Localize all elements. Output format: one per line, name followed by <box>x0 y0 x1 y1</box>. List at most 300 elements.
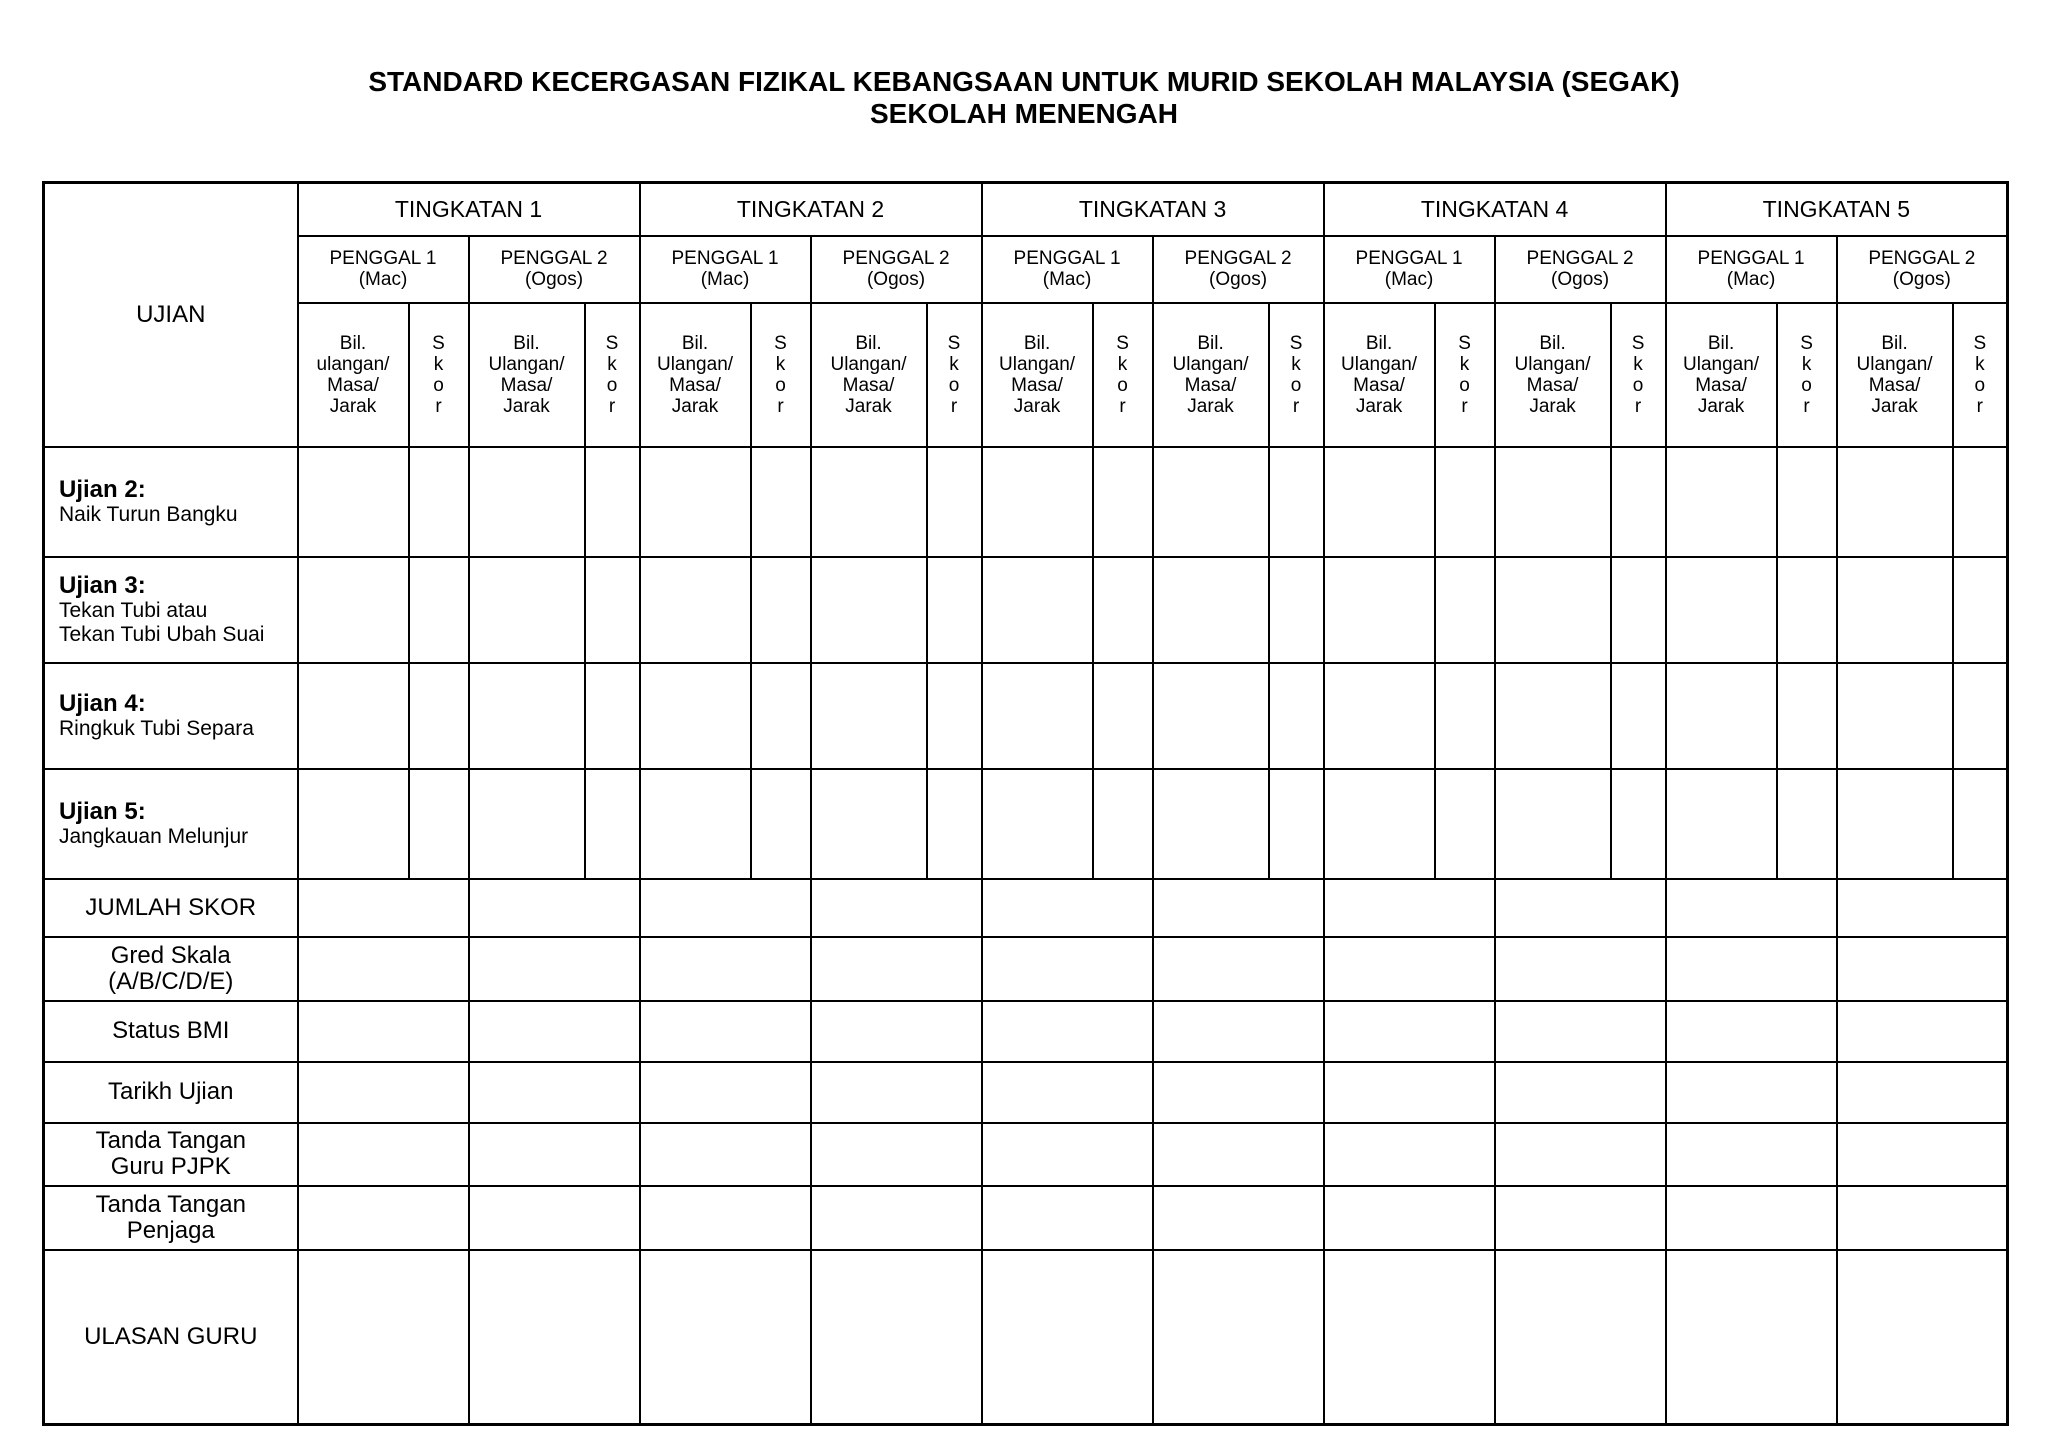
summary-entry-cell[interactable] <box>811 1186 982 1250</box>
bil-entry-cell[interactable] <box>1837 557 1953 663</box>
bil-entry-cell[interactable] <box>469 447 585 557</box>
skor-letter: o <box>775 374 786 396</box>
penggal-name: PENGGAL 2 <box>1868 248 1976 269</box>
skor-entry-cell[interactable] <box>927 557 982 663</box>
test-label <box>44 769 298 879</box>
ulasan-entry-cell[interactable] <box>1666 1250 1837 1425</box>
bil-entry-cell[interactable] <box>1153 663 1269 769</box>
ulasan-guru-label: ULASAN GURU <box>44 1250 298 1425</box>
skor-letter: r <box>777 395 784 417</box>
tingkatan-1-header: TINGKATAN 1 <box>298 183 640 236</box>
skor-entry-cell[interactable] <box>1611 663 1666 769</box>
bil-entry-cell[interactable] <box>640 447 751 557</box>
bil-entry-cell[interactable] <box>1153 557 1269 663</box>
tingkatan-1-penggal-2-header <box>469 236 640 303</box>
skor-entry-cell[interactable] <box>1435 557 1495 663</box>
summary-entry-cell[interactable] <box>1324 1062 1495 1123</box>
summary-label-line: Status BMI <box>112 1017 230 1044</box>
bil-entry-cell[interactable] <box>982 557 1093 663</box>
summary-entry-cell[interactable] <box>298 937 469 1001</box>
bil-line: Masa/ <box>1184 374 1237 396</box>
summary-entry-cell[interactable] <box>1153 937 1324 1001</box>
skor-entry-cell[interactable] <box>1435 447 1495 557</box>
bil-line: Masa/ <box>1011 374 1063 396</box>
test-name: Ujian 3: <box>59 571 146 599</box>
skor-entry-cell[interactable] <box>751 557 811 663</box>
skor-entry-cell[interactable] <box>927 769 982 879</box>
tingkatan-4-header: TINGKATAN 4 <box>1324 183 1666 236</box>
test-row <box>44 769 2008 879</box>
ulasan-entry-cell[interactable] <box>1837 1250 2008 1425</box>
test-name: Ujian 2: <box>59 475 146 503</box>
bil-line: Ulangan/ <box>488 353 565 375</box>
tingkatan-4-penggal-2-header <box>1495 236 1666 303</box>
ulasan-entry-cell[interactable] <box>1324 1250 1495 1425</box>
test-desc: Tekan Tubi Ubah Suai <box>59 622 265 646</box>
tingkatan-2-header: TINGKATAN 2 <box>640 183 982 236</box>
bil-line: Masa/ <box>1526 374 1579 396</box>
penggal-name: PENGGAL 2 <box>1526 248 1634 269</box>
skor-header <box>409 303 469 447</box>
penggal-name: PENGGAL 2 <box>500 248 608 269</box>
summary-entry-cell[interactable] <box>811 879 982 937</box>
tingkatan-5-penggal-1-header <box>1666 236 1837 303</box>
bil-entry-cell[interactable] <box>1495 557 1611 663</box>
summary-entry-cell[interactable] <box>982 1123 1153 1186</box>
skor-entry-cell[interactable] <box>927 447 982 557</box>
skor-entry-cell[interactable] <box>751 769 811 879</box>
penggal-month: (Mac) <box>700 269 750 290</box>
bil-line: Bil. <box>1023 332 1051 354</box>
summary-entry-cell[interactable] <box>298 1186 469 1250</box>
penggal-month: (Ogos) <box>1209 269 1268 290</box>
bil-entry-cell[interactable] <box>1324 447 1435 557</box>
summary-entry-cell[interactable] <box>1495 937 1666 1001</box>
summary-label <box>44 1123 298 1186</box>
skor-letter: o <box>1459 374 1470 396</box>
skor-header <box>1611 303 1666 447</box>
summary-entry-cell[interactable] <box>982 1186 1153 1250</box>
bil-line: Jarak <box>1355 395 1403 417</box>
bil-line: Ulangan/ <box>830 353 907 375</box>
summary-entry-cell[interactable] <box>1837 1186 2008 1250</box>
summary-entry-cell[interactable] <box>469 1123 640 1186</box>
skor-letter: k <box>607 353 617 375</box>
skor-letter: r <box>1461 395 1468 417</box>
skor-letter: S <box>1800 332 1813 354</box>
test-label <box>44 663 298 769</box>
skor-letter: r <box>1634 395 1642 417</box>
summary-entry-cell[interactable] <box>811 1123 982 1186</box>
bil-entry-cell[interactable] <box>1495 447 1611 557</box>
bil-line: Masa/ <box>1868 374 1921 396</box>
tingkatan-4-penggal-1-header <box>1324 236 1495 303</box>
bil-entry-cell[interactable] <box>469 663 585 769</box>
skor-letter: r <box>1976 395 1983 417</box>
tingkatan-5-penggal-2-header <box>1837 236 2008 303</box>
skor-header <box>927 303 982 447</box>
summary-entry-cell[interactable] <box>1666 1186 1837 1250</box>
skor-letter: k <box>1459 353 1470 375</box>
summary-entry-cell[interactable] <box>1495 1001 1666 1062</box>
penggal-name: PENGGAL 2 <box>1184 248 1292 269</box>
skor-entry-cell[interactable] <box>585 557 640 663</box>
bil-line: Ulangan/ <box>999 353 1076 375</box>
summary-entry-cell[interactable] <box>298 1062 469 1123</box>
skor-entry-cell[interactable] <box>1777 557 1837 663</box>
penggal-month: (Ogos) <box>524 269 584 290</box>
summary-entry-cell[interactable] <box>1666 937 1837 1001</box>
bil-entry-cell[interactable] <box>1666 769 1777 879</box>
skor-header <box>1435 303 1495 447</box>
skor-letter: k <box>775 353 786 375</box>
penggal-name: PENGGAL 1 <box>1013 248 1121 269</box>
summary-label <box>44 1186 298 1250</box>
skor-letter: r <box>1292 395 1300 417</box>
summary-entry-cell[interactable] <box>1666 879 1837 937</box>
skor-header <box>751 303 811 447</box>
summary-entry-cell[interactable] <box>811 1062 982 1123</box>
penggal-name: PENGGAL 1 <box>1355 248 1463 269</box>
skor-entry-cell[interactable] <box>1777 769 1837 879</box>
skor-header <box>1269 303 1324 447</box>
ulasan-entry-cell[interactable] <box>469 1250 640 1425</box>
penggal-month: (Mac) <box>1726 269 1776 290</box>
penggal-month: (Mac) <box>1384 269 1434 290</box>
skor-letter: k <box>1117 353 1128 375</box>
skor-entry-cell[interactable] <box>1093 447 1153 557</box>
summary-label <box>44 1001 298 1062</box>
ulasan-entry-cell[interactable] <box>1153 1250 1324 1425</box>
bil-entry-cell[interactable] <box>811 769 927 879</box>
segak-record-table <box>42 181 2009 1426</box>
bil-line: Jarak <box>845 395 892 417</box>
summary-entry-cell[interactable] <box>1666 1001 1837 1062</box>
bil-entry-cell[interactable] <box>1495 769 1611 879</box>
test-row <box>44 447 2008 557</box>
bil-line: Bil. <box>855 332 882 354</box>
skor-entry-cell[interactable] <box>1953 769 2008 879</box>
bil-line: Ulangan/ <box>1172 353 1249 375</box>
bil-ulangan-header <box>1495 303 1611 447</box>
skor-letter: k <box>1975 353 1985 375</box>
summary-label-line: Gred Skala <box>110 941 231 969</box>
summary-label-line: (A/B/C/D/E) <box>108 967 234 995</box>
skor-entry-cell[interactable] <box>1269 447 1324 557</box>
title-line-2: SEKOLAH MENENGAH <box>869 98 1178 129</box>
summary-entry-cell[interactable] <box>1324 1186 1495 1250</box>
bil-ulangan-header <box>298 303 409 447</box>
skor-letter: S <box>774 332 787 354</box>
summary-entry-cell[interactable] <box>469 937 640 1001</box>
skor-entry-cell[interactable] <box>1093 557 1153 663</box>
bil-line: Jarak <box>671 395 719 417</box>
bil-entry-cell[interactable] <box>1153 769 1269 879</box>
summary-entry-cell[interactable] <box>1324 879 1495 937</box>
test-label <box>44 447 298 557</box>
skor-letter: S <box>1458 332 1471 354</box>
bil-entry-cell[interactable] <box>811 557 927 663</box>
summary-row <box>44 937 2008 1001</box>
bil-entry-cell[interactable] <box>811 447 927 557</box>
summary-entry-cell[interactable] <box>640 937 811 1001</box>
skor-letter: k <box>1291 353 1301 375</box>
skor-letter: r <box>608 395 616 417</box>
summary-entry-cell[interactable] <box>640 1186 811 1250</box>
bil-entry-cell[interactable] <box>640 663 751 769</box>
ulasan-entry-cell[interactable] <box>811 1250 982 1425</box>
summary-entry-cell[interactable] <box>1153 1123 1324 1186</box>
skor-letter: k <box>1801 353 1812 375</box>
penggal-month: (Mac) <box>358 269 408 290</box>
skor-entry-cell[interactable] <box>585 769 640 879</box>
bil-ulangan-header <box>1324 303 1435 447</box>
skor-letter: S <box>1116 332 1129 354</box>
bil-entry-cell[interactable] <box>1324 557 1435 663</box>
summary-row <box>44 879 2008 937</box>
summary-label-line: JUMLAH SKOR <box>85 893 257 921</box>
test-name: Ujian 5: <box>59 797 146 825</box>
bil-entry-cell[interactable] <box>982 447 1093 557</box>
skor-letter: r <box>1803 395 1810 417</box>
bil-line: Ulangan/ <box>1856 353 1933 375</box>
ulasan-entry-cell[interactable] <box>982 1250 1153 1425</box>
bil-line: Ulangan/ <box>656 353 734 375</box>
summary-entry-cell[interactable] <box>298 879 469 937</box>
bil-ulangan-header <box>1666 303 1777 447</box>
bil-entry-cell[interactable] <box>469 557 585 663</box>
skor-entry-cell[interactable] <box>1269 663 1324 769</box>
summary-entry-cell[interactable] <box>640 879 811 937</box>
summary-entry-cell[interactable] <box>469 879 640 937</box>
skor-entry-cell[interactable] <box>1269 557 1324 663</box>
bil-entry-cell[interactable] <box>1324 769 1435 879</box>
summary-entry-cell[interactable] <box>1495 1186 1666 1250</box>
skor-letter: o <box>1290 374 1302 396</box>
test-name: Ujian 4: <box>59 689 146 717</box>
skor-entry-cell[interactable] <box>585 663 640 769</box>
bil-entry-cell[interactable] <box>1837 769 1953 879</box>
summary-entry-cell[interactable] <box>640 1123 811 1186</box>
summary-entry-cell[interactable] <box>469 1001 640 1062</box>
skor-entry-cell[interactable] <box>1611 447 1666 557</box>
summary-row <box>44 1186 2008 1250</box>
summary-entry-cell[interactable] <box>1837 1062 2008 1123</box>
skor-entry-cell[interactable] <box>1953 447 2008 557</box>
summary-entry-cell[interactable] <box>1495 1123 1666 1186</box>
skor-header <box>1953 303 2008 447</box>
bil-entry-cell[interactable] <box>982 663 1093 769</box>
summary-label-line: Guru PJPK <box>110 1153 231 1180</box>
penggal-name: PENGGAL 2 <box>842 248 950 269</box>
skor-letter: o <box>948 374 960 396</box>
summary-entry-cell[interactable] <box>1837 937 2008 1001</box>
bil-entry-cell[interactable] <box>982 769 1093 879</box>
bil-entry-cell[interactable] <box>1666 663 1777 769</box>
summary-label-line: Penjaga <box>126 1216 215 1244</box>
bil-entry-cell[interactable] <box>298 447 409 557</box>
summary-entry-cell[interactable] <box>1153 879 1324 937</box>
summary-entry-cell[interactable] <box>1666 1123 1837 1186</box>
summary-entry-cell[interactable] <box>1495 879 1666 937</box>
ulasan-row <box>44 1250 2008 1425</box>
summary-entry-cell[interactable] <box>982 879 1153 937</box>
penggal-month: (Ogos) <box>866 269 926 290</box>
bil-entry-cell[interactable] <box>1153 447 1269 557</box>
page-title <box>0 66 2048 130</box>
bil-ulangan-header <box>640 303 751 447</box>
summary-entry-cell[interactable] <box>1324 937 1495 1001</box>
summary-entry-cell[interactable] <box>1837 1123 2008 1186</box>
summary-entry-cell[interactable] <box>982 1062 1153 1123</box>
skor-entry-cell[interactable] <box>1611 557 1666 663</box>
skor-entry-cell[interactable] <box>927 663 982 769</box>
skor-letter: o <box>1974 374 1986 396</box>
skor-entry-cell[interactable] <box>1953 557 2008 663</box>
bil-line: Bil. <box>1365 332 1393 354</box>
bil-line: Masa/ <box>1695 374 1747 396</box>
summary-label <box>44 879 298 937</box>
bil-line: Masa/ <box>1353 374 1405 396</box>
ujian-header-label: UJIAN <box>136 300 206 328</box>
ujian-header <box>44 183 298 447</box>
bil-line: Bil. <box>339 332 367 354</box>
summary-entry-cell[interactable] <box>640 1062 811 1123</box>
skor-letter: r <box>1119 395 1126 417</box>
skor-entry-cell[interactable] <box>1611 769 1666 879</box>
summary-entry-cell[interactable] <box>298 1123 469 1186</box>
test-desc: Ringkuk Tubi Separa <box>59 716 254 740</box>
bil-line: Masa/ <box>669 374 721 396</box>
skor-letter: S <box>1631 332 1645 354</box>
summary-entry-cell[interactable] <box>1666 1062 1837 1123</box>
bil-line: Bil. <box>1707 332 1735 354</box>
skor-entry-cell[interactable] <box>409 663 469 769</box>
skor-entry-cell[interactable] <box>1435 663 1495 769</box>
ulasan-entry-cell[interactable] <box>298 1250 469 1425</box>
test-row <box>44 663 2008 769</box>
summary-entry-cell[interactable] <box>298 1001 469 1062</box>
bil-entry-cell[interactable] <box>298 557 409 663</box>
bil-entry-cell[interactable] <box>811 663 927 769</box>
bil-entry-cell[interactable] <box>469 769 585 879</box>
bil-line: Ulangan/ <box>1341 353 1418 375</box>
skor-letter: r <box>435 395 442 417</box>
bil-entry-cell[interactable] <box>1837 663 1953 769</box>
skor-entry-cell[interactable] <box>1777 447 1837 557</box>
skor-letter: S <box>947 332 961 354</box>
bil-entry-cell[interactable] <box>298 663 409 769</box>
skor-entry-cell[interactable] <box>751 663 811 769</box>
skor-letter: k <box>949 353 959 375</box>
ulasan-entry-cell[interactable] <box>640 1250 811 1425</box>
penggal-name: PENGGAL 1 <box>329 248 437 269</box>
skor-entry-cell[interactable] <box>1953 663 2008 769</box>
skor-letter: S <box>1973 332 1987 354</box>
tingkatan-3-penggal-1-header <box>982 236 1153 303</box>
penggal-name: PENGGAL 1 <box>671 248 779 269</box>
summary-entry-cell[interactable] <box>1153 1001 1324 1062</box>
bil-entry-cell[interactable] <box>640 557 751 663</box>
skor-entry-cell[interactable] <box>409 557 469 663</box>
bil-line: Jarak <box>1187 395 1234 417</box>
summary-entry-cell[interactable] <box>1324 1001 1495 1062</box>
summary-label-line: Tanda Tangan <box>95 1127 246 1154</box>
bil-line: Jarak <box>1697 395 1745 417</box>
tingkatan-3-header: TINGKATAN 3 <box>982 183 1324 236</box>
summary-entry-cell[interactable] <box>1153 1186 1324 1250</box>
skor-entry-cell[interactable] <box>585 447 640 557</box>
header-row-tingkatan <box>44 183 2008 236</box>
bil-line: Jarak <box>503 395 550 417</box>
summary-entry-cell[interactable] <box>469 1062 640 1123</box>
skor-entry-cell[interactable] <box>409 447 469 557</box>
bil-entry-cell[interactable] <box>1495 663 1611 769</box>
test-label <box>44 557 298 663</box>
summary-label-line: Tanda Tangan <box>95 1190 246 1218</box>
test-desc: Tekan Tubi atau <box>59 598 208 622</box>
summary-entry-cell[interactable] <box>982 937 1153 1001</box>
summary-entry-cell[interactable] <box>469 1186 640 1250</box>
skor-entry-cell[interactable] <box>1435 769 1495 879</box>
skor-letter: S <box>1289 332 1303 354</box>
bil-ulangan-header <box>811 303 927 447</box>
summary-entry-cell[interactable] <box>811 1001 982 1062</box>
tingkatan-1-penggal-1-header <box>298 236 469 303</box>
summary-row <box>44 1001 2008 1062</box>
title-line-1: STANDARD KECERGASAN FIZIKAL KEBANGSAAN UNTUK MURID SEKOLAH MALAYSIA (SEGAK) <box>368 66 1680 97</box>
summary-label <box>44 937 298 1001</box>
summary-entry-cell[interactable] <box>1837 879 2008 937</box>
skor-header <box>1777 303 1837 447</box>
summary-row <box>44 1062 2008 1123</box>
skor-entry-cell[interactable] <box>1269 769 1324 879</box>
skor-entry-cell[interactable] <box>1093 769 1153 879</box>
summary-entry-cell[interactable] <box>1153 1062 1324 1123</box>
bil-ulangan-header <box>1837 303 1953 447</box>
bil-line: Bil. <box>1539 332 1566 354</box>
summary-label <box>44 1062 298 1123</box>
test-desc: Naik Turun Bangku <box>59 502 238 526</box>
bil-entry-cell[interactable] <box>640 769 751 879</box>
tingkatan-2-penggal-1-header <box>640 236 811 303</box>
penggal-name: PENGGAL 1 <box>1697 248 1805 269</box>
bil-entry-cell[interactable] <box>1666 557 1777 663</box>
summary-entry-cell[interactable] <box>982 1001 1153 1062</box>
summary-entry-cell[interactable] <box>640 1001 811 1062</box>
bil-entry-cell[interactable] <box>1666 447 1777 557</box>
bil-line: Jarak <box>1871 395 1918 417</box>
ulasan-entry-cell[interactable] <box>1495 1250 1666 1425</box>
bil-line: Bil. <box>681 332 709 354</box>
header-row-penggal <box>44 236 2008 303</box>
penggal-month: (Ogos) <box>1551 269 1610 290</box>
bil-ulangan-header <box>469 303 585 447</box>
summary-entry-cell[interactable] <box>1837 1001 2008 1062</box>
skor-entry-cell[interactable] <box>751 447 811 557</box>
bil-line: Masa/ <box>500 374 553 396</box>
summary-entry-cell[interactable] <box>1324 1123 1495 1186</box>
skor-entry-cell[interactable] <box>409 769 469 879</box>
bil-entry-cell[interactable] <box>1837 447 1953 557</box>
bil-entry-cell[interactable] <box>298 769 409 879</box>
bil-line: ulangan/ <box>316 353 390 375</box>
bil-entry-cell[interactable] <box>1324 663 1435 769</box>
skor-entry-cell[interactable] <box>1777 663 1837 769</box>
summary-entry-cell[interactable] <box>811 937 982 1001</box>
skor-entry-cell[interactable] <box>1093 663 1153 769</box>
summary-entry-cell[interactable] <box>1495 1062 1666 1123</box>
